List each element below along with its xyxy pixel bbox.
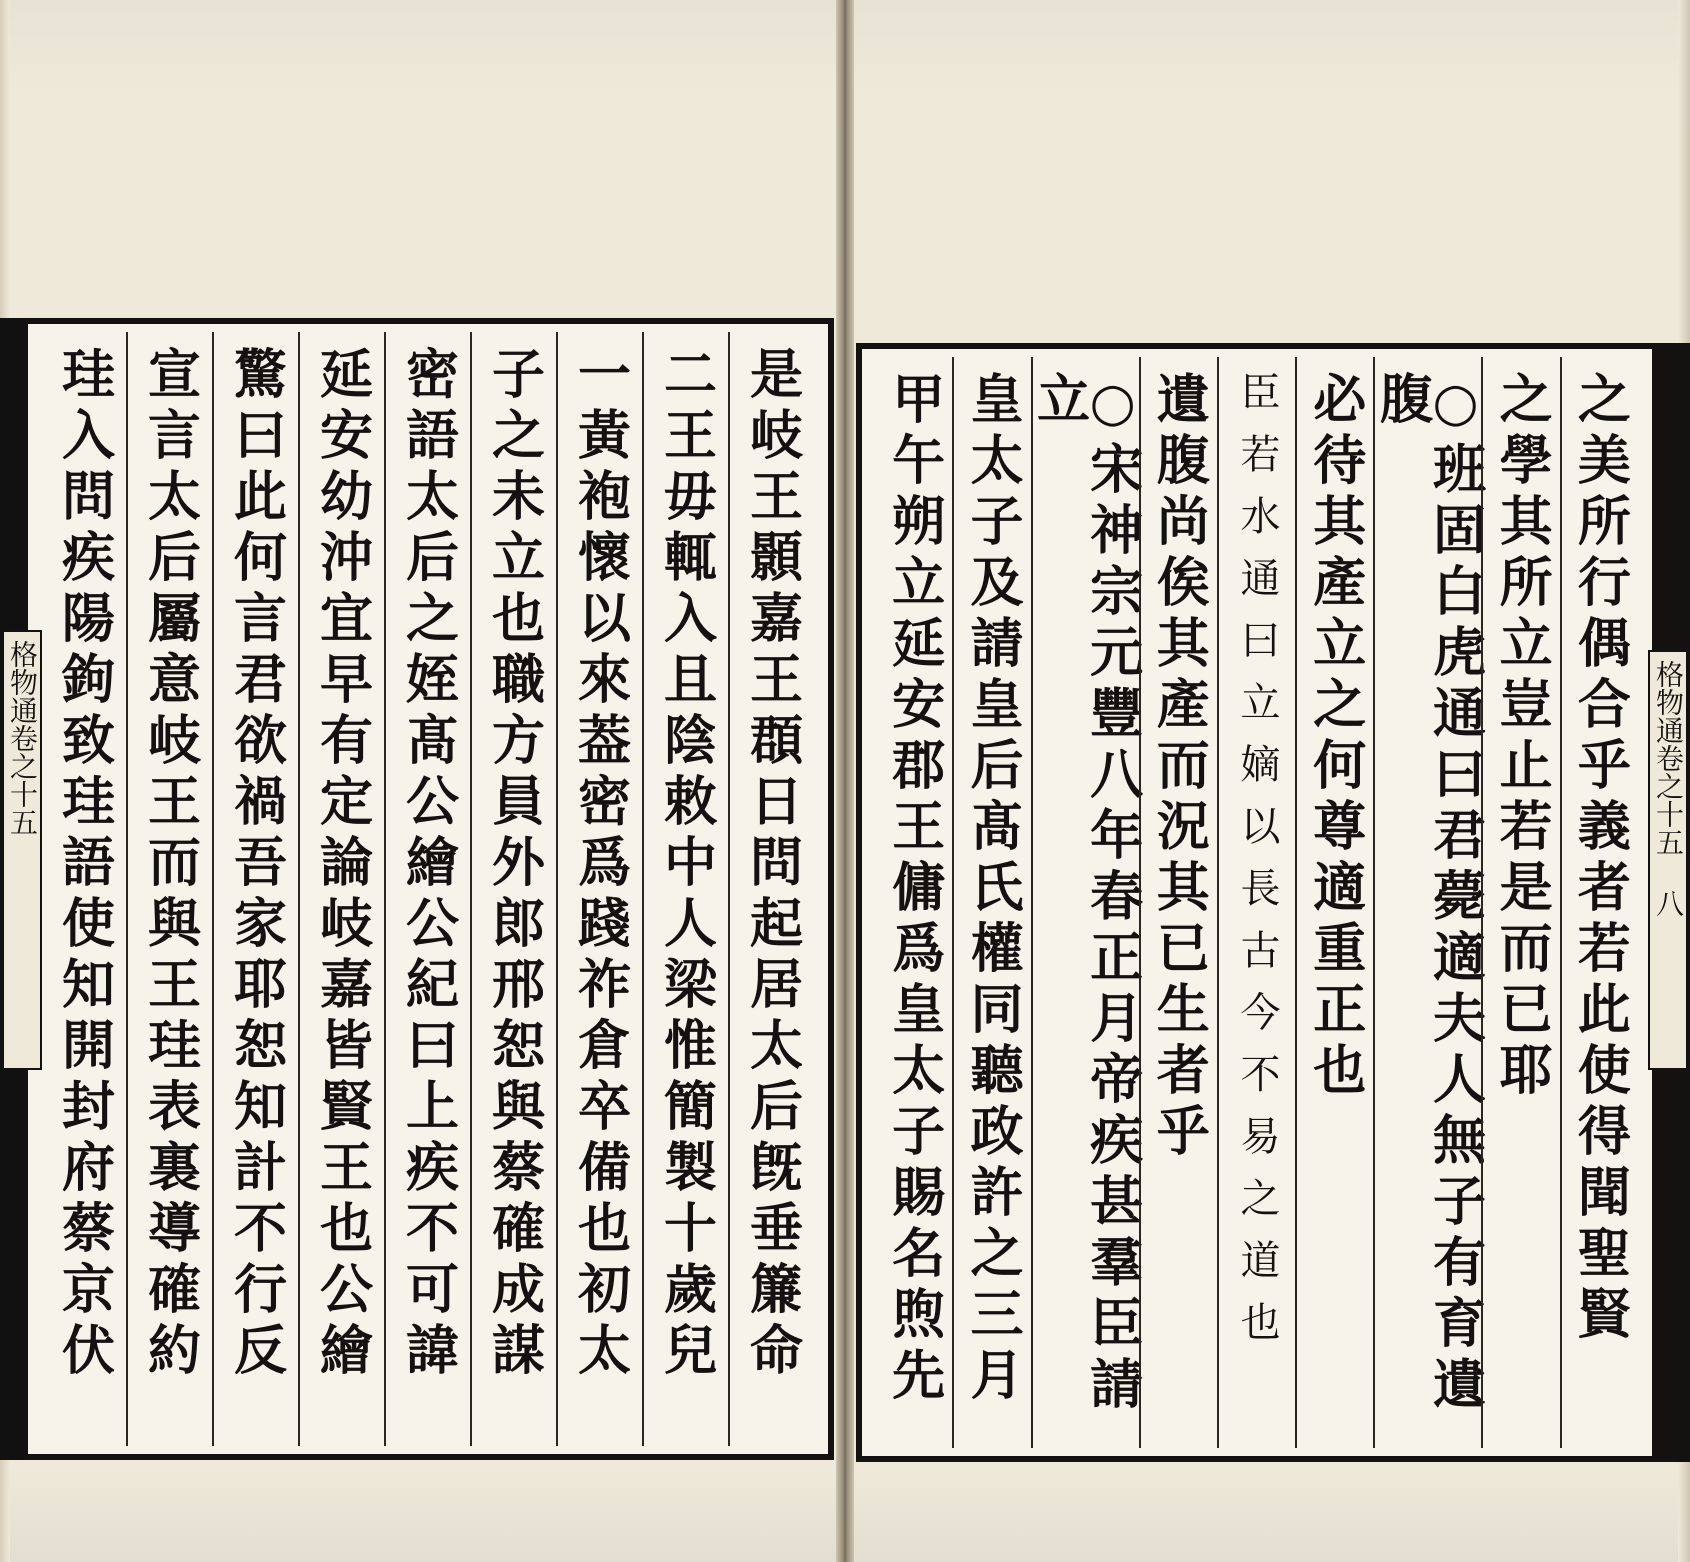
text-column [728, 332, 814, 1446]
text-column [556, 332, 642, 1446]
text-column [42, 332, 126, 1446]
column-text: 驚曰此何言君欲禍吾家耶恕知計不行反 [225, 346, 288, 1383]
text-column [1481, 357, 1559, 1448]
column-text: 密語太后之姪髙公繪公紀曰上疾不可諱 [397, 346, 460, 1383]
column-text: 遺腹尚俟其產而況其已生者乎 [1148, 371, 1211, 1164]
column-text: 甲午朔立延安郡王傭爲皇太子賜名煦先 [883, 371, 946, 1408]
column-text: ○班固白虎通曰君薨適夫人無子有育遺腹 [1371, 371, 1487, 1417]
text-column [470, 332, 556, 1446]
column-text: 二王毋輒入且陰敕中人梁惟簡製十歲兒 [655, 346, 718, 1383]
text-column [952, 357, 1030, 1448]
column-text: 皇太子及請皇后髙氏權同聽政許之三月 [961, 371, 1024, 1408]
right-text-block [856, 343, 1658, 1462]
column-text: 是岐王顥嘉王頵日問起居太后旣垂簾命 [741, 346, 804, 1383]
text-column [1295, 357, 1373, 1448]
text-column [298, 332, 384, 1446]
left-text-block [22, 318, 834, 1460]
right-edge-label: 格物通卷之十五 八 [1648, 650, 1688, 1070]
text-column [642, 332, 728, 1446]
column-text: ○宋神宗元豐八年春正月帝疾甚羣臣請立 [1028, 371, 1144, 1417]
commentary-text: 臣若水通曰立嫡以長古今不易之道也 [1234, 371, 1281, 1363]
text-column [1560, 357, 1638, 1448]
column-text: 珪入問疾陽鉤致珪語使知開封府蔡京伏 [53, 346, 116, 1383]
column-text: 子之未立也職方員外郎邢恕與蔡確成謀 [483, 346, 546, 1383]
text-column [1217, 357, 1295, 1448]
text-column [876, 357, 952, 1448]
column-text: 延安幼沖宜早有定論岐嘉皆賢王也公繪 [311, 346, 374, 1383]
book-gutter [836, 0, 854, 1562]
text-column [126, 332, 212, 1446]
column-text: 必待其產立之何尊適重正也 [1304, 371, 1367, 1103]
column-text: 宣言太后屬意岐王而與王珪表裏導確約 [139, 346, 202, 1383]
column-text: 一黃袍懷以來葢密爲踐祚倉卒備也初太 [569, 346, 632, 1383]
text-column [1139, 357, 1217, 1448]
text-column [212, 332, 298, 1446]
text-column [1028, 357, 1144, 1448]
left-columns [42, 332, 814, 1446]
text-column [1371, 357, 1487, 1448]
left-edge-label: 格物通卷之十五 [2, 630, 42, 1070]
right-columns [876, 357, 1638, 1448]
text-column [384, 332, 470, 1446]
column-text: 之美所行偶合乎義者若此使得聞聖賢 [1569, 371, 1632, 1347]
column-text: 之學其所立豈止若是而已耶 [1491, 371, 1554, 1103]
